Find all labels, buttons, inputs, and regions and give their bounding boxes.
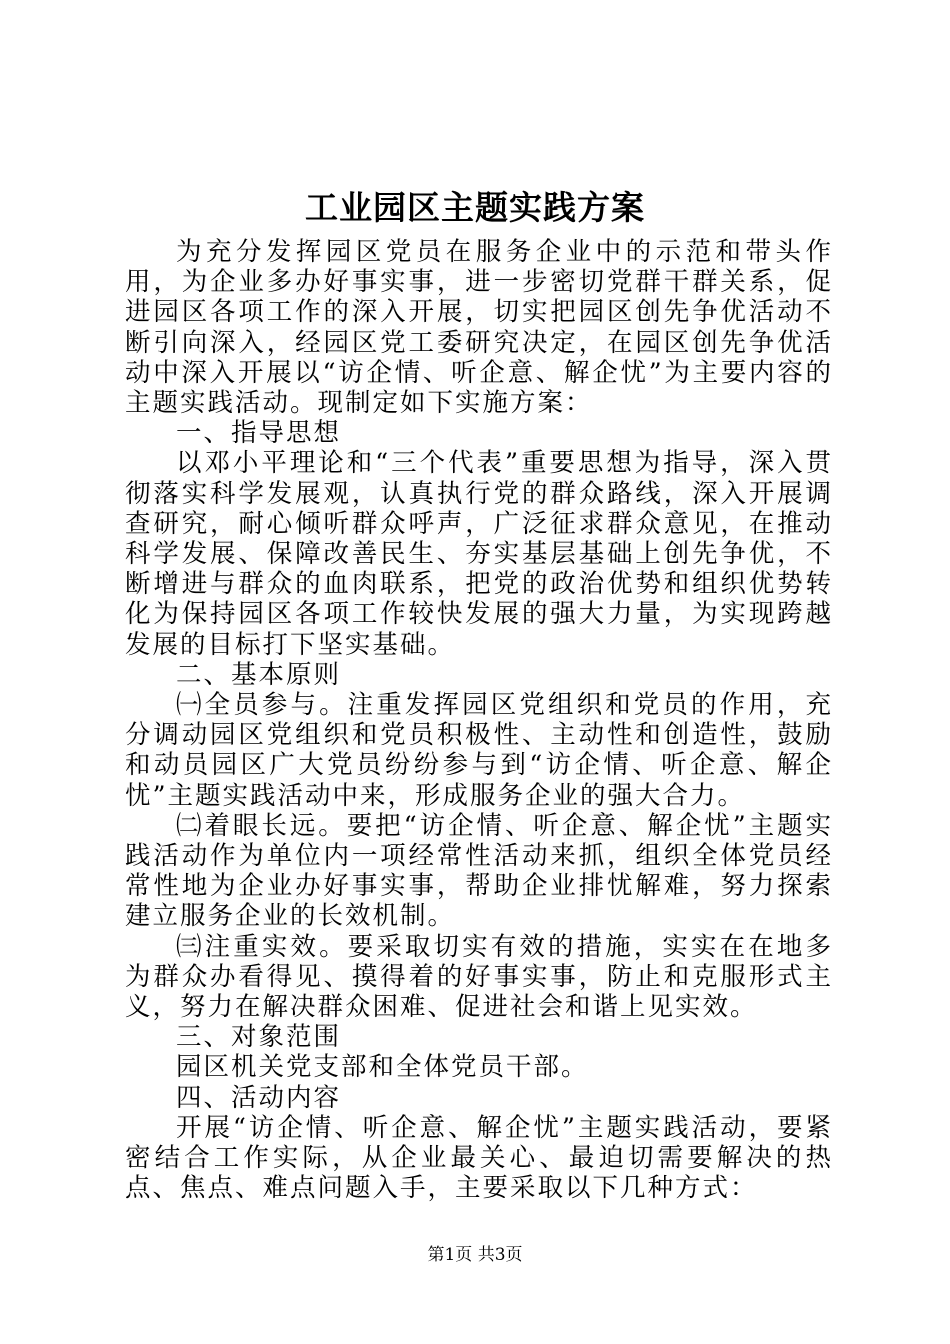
page-number: 第1页 共3页 xyxy=(427,1245,523,1265)
scope-paragraph: 园区机关党支部和全体党员干部。 xyxy=(176,1052,589,1083)
principle-1-paragraph: ㈠全员参与。注重发挥园区党组织和党员的作用，充分调动园区党组织和党员积极性、主动性和创造性，鼓励和动员园区广大党员纷纷参与到“访企情、听企意、解企忧”主题实践活动中来，形成服务企业的强大合力。 xyxy=(125,690,833,811)
principle-2-paragraph: ㈡着眼长远。要把“访企情、听企意、解企忧”主题实践活动作为单位内一项经常性活动来抓，组织全体党员经常性地为企业办好事实事，帮助企业排忧解难，努力探索建立服务企业的长效机制。 xyxy=(125,810,833,932)
section-heading-basic-principles: 二、基本原则 xyxy=(176,659,342,690)
intro-paragraph: 为充分发挥园区党员在服务企业中的示范和带头作用，为企业多办好事实事，进一步密切党群干群关系，促进园区各项工作的深入开展，切实把园区创先争优活动不断引向深入，经园区党工委研究决定，在园区创先争优活动中深入开展以“访企情、听企意、解企忧”为主要内容的主题实践活动。现制定如下实施方案： xyxy=(125,237,833,419)
section-heading-guiding-ideology: 一、指导思想 xyxy=(176,418,342,449)
section-heading-activity-content: 四、活动内容 xyxy=(176,1082,342,1113)
document-title: 工业园区主题实践方案 xyxy=(305,188,645,227)
document-body xyxy=(125,237,833,1204)
section-heading-scope: 三、对象范围 xyxy=(176,1022,342,1053)
principle-3-paragraph: ㈢注重实效。要采取切实有效的措施，实实在在地多为群众办看得见、摸得着的好事实事，防止和克服形式主义，努力在解决群众困难、促进社会和谐上见实效。 xyxy=(125,931,833,1023)
guiding-ideology-paragraph: 以邓小平理论和“三个代表”重要思想为指导，深入贯彻落实科学发展观，认真执行党的群众路线，深入开展调查研究，耐心倾听群众呼声，广泛征求群众意见，在推动科学发展、保障改善民生、夯实基层基础上创先争优，不断增进与群众的血肉联系，把党的政治优势和组织优势转化为保持园区各项工作较快发展的强大力量，为实现跨越发展的目标打下坚实基础。 xyxy=(125,448,833,660)
activity-content-paragraph: 开展“访企情、听企意、解企忧”主题实践活动，要紧密结合工作实际，从企业最关心、最迫切需要解决的热点、焦点、难点问题入手，主要采取以下几种方式： xyxy=(125,1112,833,1204)
